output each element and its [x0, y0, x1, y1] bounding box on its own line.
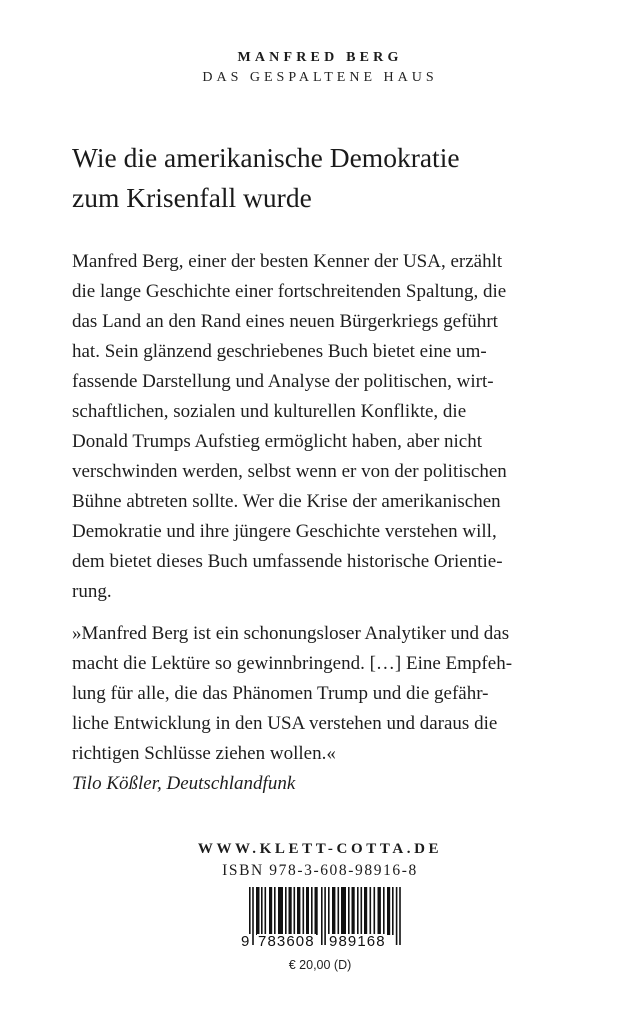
barcode-digits-left: 783608 — [258, 933, 315, 950]
blurb-line: schaftlichen, sozialen und kulturellen Konflikte, die — [72, 401, 467, 422]
quote-line: macht die Lektüre so gewinnbringend. […] Eine Empfeh- — [72, 653, 513, 674]
blurb-line: Donald Trumps Aufstieg ermöglicht haben, aber nicht — [72, 431, 483, 452]
blurb-line: die lange Geschichte einer fortschreitenden Spaltung, die — [72, 281, 507, 302]
cover-header — [0, 48, 640, 88]
blurb-line: rung. — [72, 581, 112, 602]
publisher-url: WWW.KLETT-COTTA.DE — [197, 841, 443, 857]
book-title: DAS GESPALTENE HAUS — [202, 70, 438, 85]
quote-line: lung für alle, die das Phänomen Trump und die gefähr- — [72, 683, 489, 704]
quote-line: liche Entwicklung in den USA verstehen und daraus die — [72, 713, 498, 734]
blurb-line: Bühne abtreten sollte. Wer die Krise der amerikanischen — [72, 491, 501, 512]
author-name: MANFRED BERG — [237, 50, 403, 65]
headline-line: Wie die amerikanische Demokratie — [72, 142, 460, 173]
blurb-line: hat. Sein glänzend geschriebenes Buch bietet eine um- — [72, 341, 487, 362]
review-quote — [72, 619, 592, 799]
subtitle-headline — [72, 138, 592, 218]
blurb-line: Manfred Berg, einer der besten Kenner der USA, erzählt — [72, 251, 503, 272]
barcode-digits-right: 989168 — [329, 933, 386, 950]
isbn-number: ISBN 978-3-608-98916-8 — [222, 862, 418, 879]
barcode-digit-first: 9 — [241, 933, 251, 950]
blurb-text — [72, 247, 592, 607]
blurb-line: das Land an den Rand eines neuen Bürgerkriegs geführt — [72, 311, 498, 332]
quote-line: »Manfred Berg ist ein schonungsloser Analytiker und das — [72, 623, 510, 644]
blurb-line: fassende Darstellung und Analyse der politischen, wirt- — [72, 371, 494, 392]
publisher-footer — [0, 838, 640, 882]
headline-line: zum Krisenfall wurde — [72, 182, 312, 213]
blurb-line: verschwinden werden, selbst wenn er von der politischen — [72, 461, 507, 482]
quote-line: richtigen Schlüsse ziehen wollen.« — [72, 743, 336, 764]
quote-attribution: Tilo Kößler, Deutschlandfunk — [72, 773, 296, 794]
blurb-line: Demokratie und ihre jüngere Geschichte verstehen will, — [72, 521, 497, 542]
price-label: € 20,00 (D) — [288, 958, 352, 972]
blurb-line: dem bietet dieses Buch umfassende historische Orientie- — [72, 551, 503, 572]
